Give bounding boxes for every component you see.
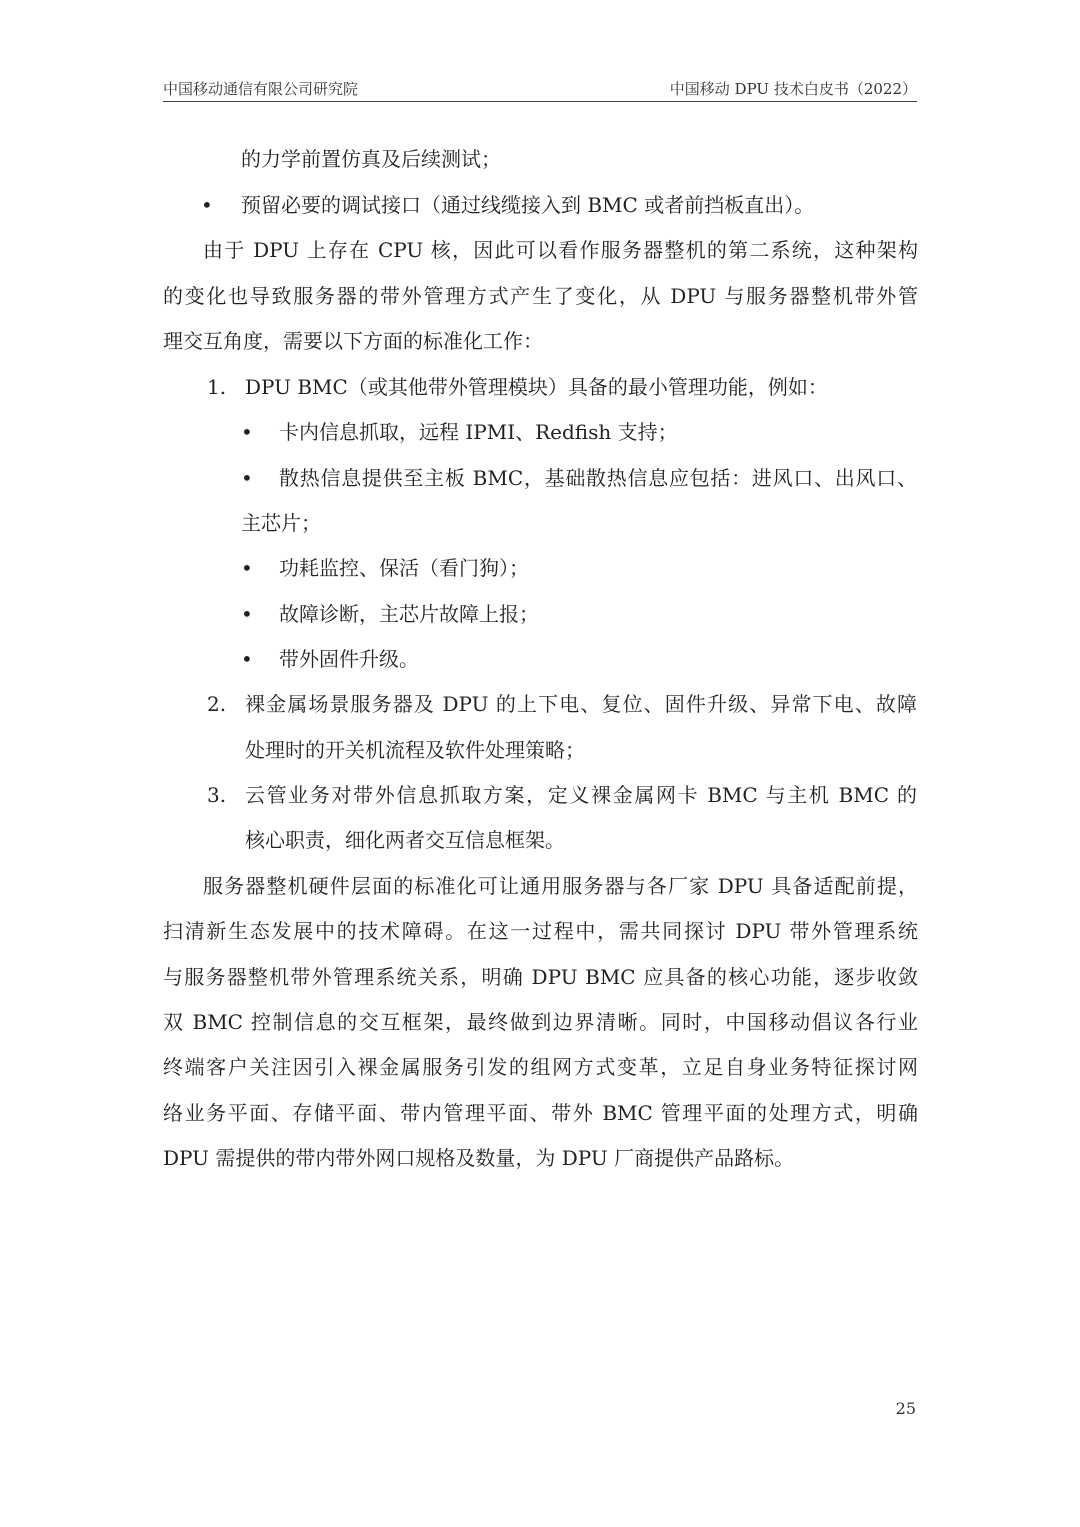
sub-bullet-thermal-info: 散热信息提供至主板 BMC，基础散热信息应包括：进风口、出风口、: [279, 466, 917, 490]
sub-bullet-power-monitoring: 功耗监控、保活（看门狗）；: [279, 556, 529, 580]
list-item-text: 裸金属场景服务器及 DPU 的上下电、复位、固件升级、异常下电、故障: [245, 692, 917, 716]
list-item-text: 云管业务对带外信息抓取方案，定义裸金属网卡 BMC 与主机 BMC 的: [245, 783, 917, 807]
bullet-marker: •: [241, 466, 253, 490]
list-item-text: DPU BMC（或其他带外管理模块）具备的最小管理功能，例如：: [245, 375, 828, 399]
bullet-marker: •: [241, 647, 253, 671]
header-organization: 中国移动通信有限公司研究院: [163, 80, 359, 98]
paragraph-line: DPU 需提供的带内带外网口规格及数量，为 DPU 厂商提供产品路标。: [163, 1146, 795, 1170]
bullet-marker: •: [241, 602, 253, 626]
sub-bullet-card-info: 卡内信息抓取，远程 IPMI、Redfish 支持；: [279, 420, 678, 444]
sub-bullet-firmware-upgrade: 带外固件升级。: [279, 647, 419, 671]
list-number: 2.: [207, 692, 227, 716]
list-item-text: 核心职责，细化两者交互信息框架。: [245, 828, 565, 852]
page-number: 25: [895, 1399, 916, 1418]
bullet-marker: •: [241, 556, 253, 580]
paragraph-line: 扫清新生态发展中的技术障碍。在这一过程中，需共同探讨 DPU 带外管理系统: [163, 919, 918, 943]
bullet-debug-interface: 预留必要的调试接口（通过线缆接入到 BMC 或者前挡板直出）。: [241, 193, 815, 217]
bullet-marker: •: [201, 193, 213, 217]
header-divider: [163, 101, 917, 102]
paragraph-line: 终端客户关注因引入裸金属服务引发的组网方式变革，立足自身业务特征探讨网: [163, 1055, 918, 1079]
paragraph-line: 的变化也导致服务器的带外管理方式产生了变化，从 DPU 与服务器整机带外管: [163, 284, 918, 308]
sub-bullet-thermal-info-continuation: 主芯片；: [241, 511, 321, 535]
paragraph-line: 与服务器整机带外管理系统关系，明确 DPU BMC 应具备的核心功能，逐步收敛: [163, 965, 918, 989]
paragraph-line: 络业务平面、存储平面、带内管理平面、带外 BMC 管理平面的处理方式，明确: [163, 1101, 918, 1125]
paragraph-line: 由于 DPU 上存在 CPU 核，因此可以看作服务器整机的第二系统，这种架构: [203, 238, 918, 262]
page-header: [163, 78, 917, 100]
sub-bullet-fault-diagnosis: 故障诊断，主芯片故障上报；: [279, 602, 539, 626]
paragraph-line: 理交互角度，需要以下方面的标准化工作：: [163, 329, 543, 353]
paragraph-line: 服务器整机硬件层面的标准化可让通用服务器与各厂家 DPU 具备适配前提，: [203, 874, 918, 898]
list-item-text: 处理时的开关机流程及软件处理策略；: [245, 738, 585, 762]
paragraph-line: 双 BMC 控制信息的交互框架，最终做到边界清晰。同时，中国移动倡议各行业: [163, 1010, 918, 1034]
continuation-line: 的力学前置仿真及后续测试；: [241, 147, 501, 171]
list-number: 1.: [207, 375, 227, 399]
list-number: 3.: [207, 783, 227, 807]
bullet-marker: •: [241, 420, 253, 444]
header-document-title: 中国移动 DPU 技术白皮书（2022）: [669, 80, 917, 98]
